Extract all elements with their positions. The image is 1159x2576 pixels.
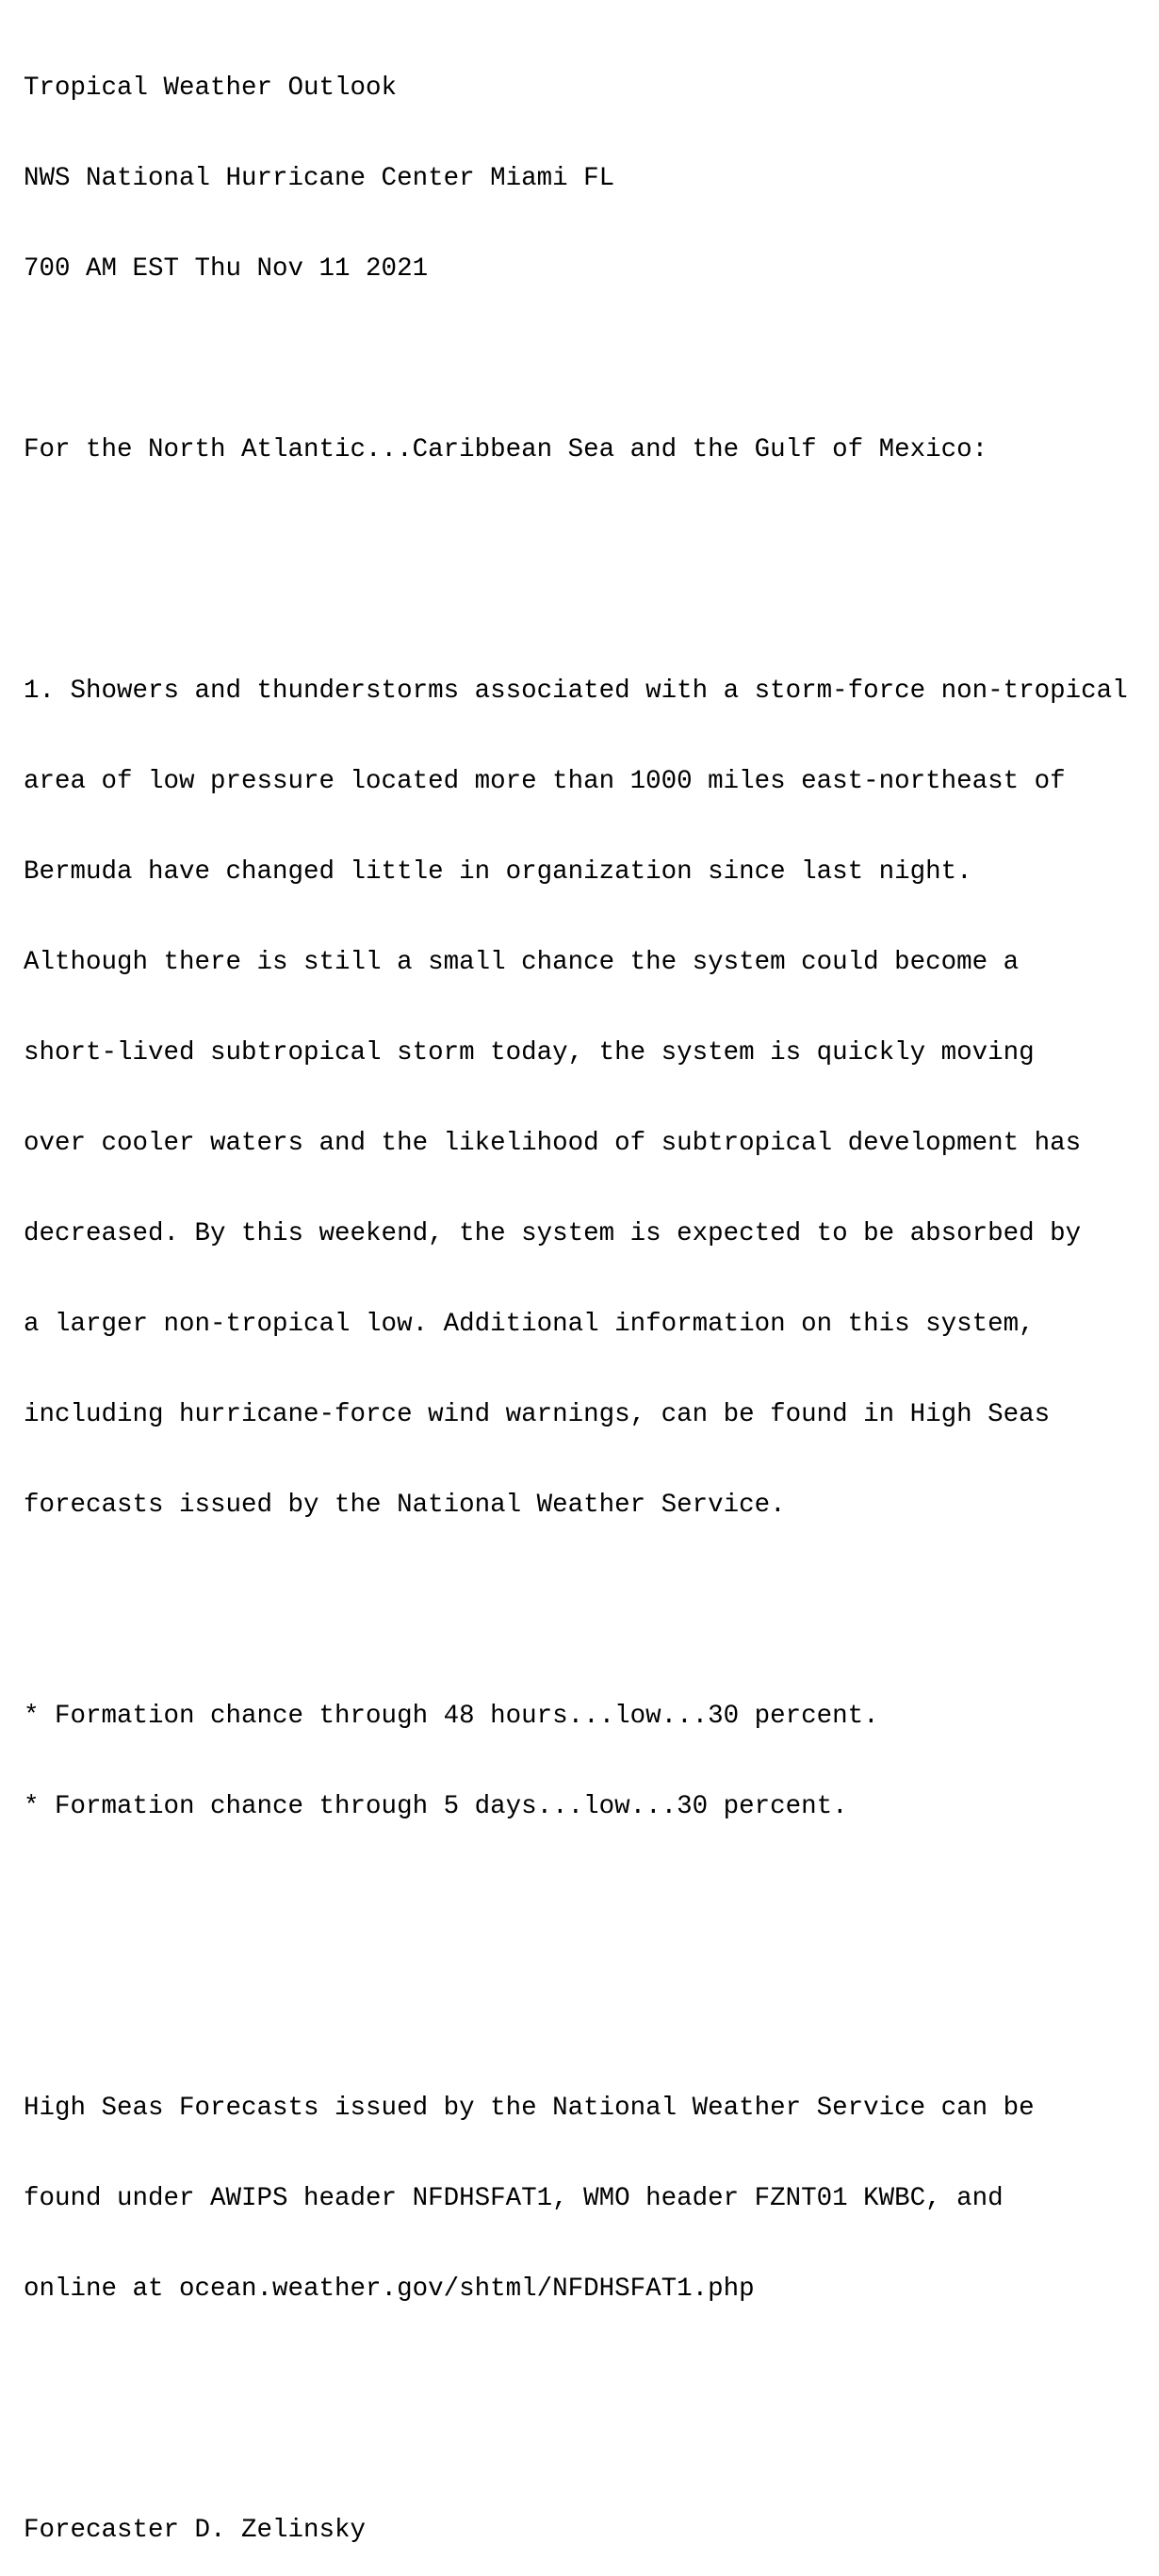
- discussion-line: Although there is still a small chance the system could become a: [24, 948, 1020, 977]
- discussion-line: Bermuda have changed little in organization since last night.: [24, 857, 972, 887]
- discussion-line: over cooler waters and the likelihood of subtropical development has: [24, 1129, 1082, 1158]
- issue-time: 700 AM EST Thu Nov 11 2021: [24, 254, 429, 284]
- discussion-line: forecasts issued by the National Weather Service.: [24, 1491, 786, 1520]
- outlook-title: Tropical Weather Outlook: [24, 73, 398, 103]
- discussion-line: decreased. By this weekend, the system is expected to be absorbed by: [24, 1219, 1082, 1248]
- high-seas-line: High Seas Forecasts issued by the National Weather Service can be: [24, 2094, 1035, 2123]
- forecaster-signature: Forecaster D. Zelinsky: [24, 2516, 367, 2545]
- blank-line: [24, 2425, 1159, 2455]
- issuing-office: NWS National Hurricane Center Miami FL: [24, 164, 615, 193]
- blank-line: [24, 345, 1159, 375]
- high-seas-line: found under AWIPS header NFDHSFAT1, WMO header FZNT01 KWBC, and: [24, 2184, 1004, 2213]
- formation-chance-48h: * Formation chance through 48 hours...low...30 percent.: [24, 1702, 879, 1731]
- discussion-line: short-lived subtropical storm today, the system is quickly moving: [24, 1038, 1035, 1068]
- discussion-line: 1. Showers and thunderstorms associated with a storm-force non-tropical: [24, 677, 1128, 706]
- blank-line: [24, 526, 1159, 556]
- discussion-line: including hurricane-force wind warnings, can be found in High Seas: [24, 1400, 1051, 1429]
- high-seas-note: [24, 2033, 1159, 2365]
- high-seas-line: online at ocean.weather.gov/shtml/NFDHSFAT1.php: [24, 2274, 755, 2304]
- disturbance-1-discussion: [24, 616, 1159, 1581]
- formation-chance-5d: * Formation chance through 5 days...low...30 percent.: [24, 1792, 848, 1821]
- region-line: For the North Atlantic...Caribbean Sea and the Gulf of Mexico:: [24, 435, 988, 465]
- formation-chances: [24, 1641, 1159, 1883]
- discussion-line: a larger non-tropical low. Additional information on this system,: [24, 1310, 1035, 1339]
- blank-line: [24, 1943, 1159, 1973]
- discussion-line: area of low pressure located more than 1000 miles east-northeast of: [24, 767, 1066, 796]
